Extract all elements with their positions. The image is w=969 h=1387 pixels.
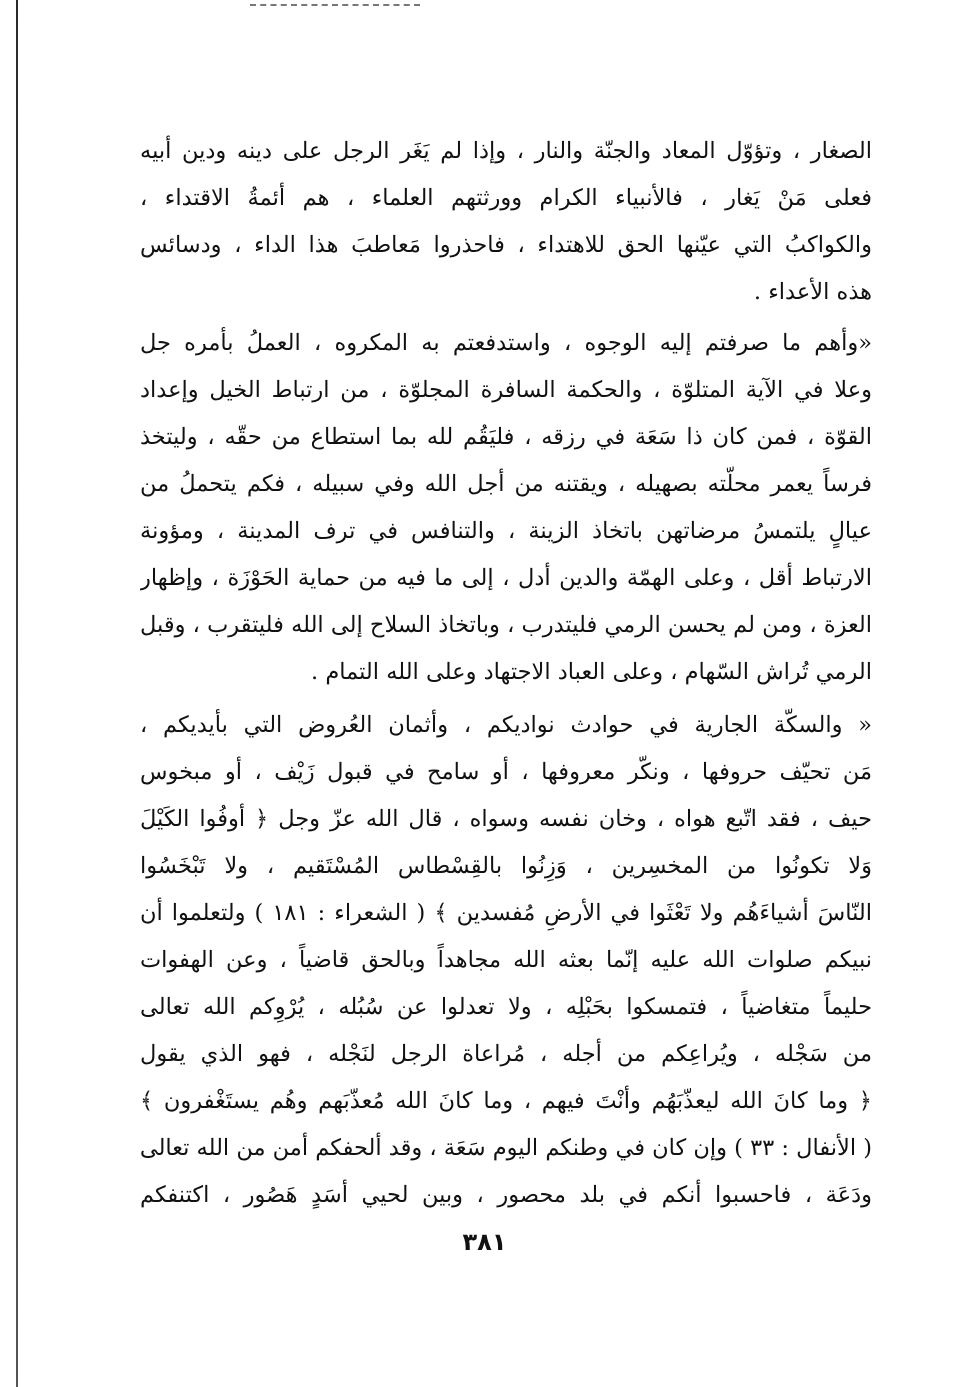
text-line: الارتباط أقل ، وعلى الهمّة والدين أدل ، إلى ما فيه من حماية الحَوْزَة ، وإظهار (140, 565, 872, 591)
text-line: الرمي تُراش السّهام ، وعلى العباد الاجتهاد وعلى الله التمام . (311, 659, 872, 685)
text-line: القوّة ، فمن كان ذا سَعَة في رزقه ، فليَقُم لله بما استطاع من حقّه ، وليتخذ (140, 424, 872, 450)
text-line: هذه الأعداء . (753, 279, 872, 305)
text-line: عيالٍ يلتمسُ مرضاتهن باتخاذ الزينة ، والتنافس في ترف المدينة ، ومؤونة (140, 518, 872, 544)
text-line: وَلا تكونُوا من المخسِرين ، وَزِنُوا بالقِسْطاس المُسْتَقيم ، ولا تَبْخَسُوا (140, 853, 872, 879)
text-line: ﴿ وما كانَ الله ليعذّبَهُم وأنْتَ فيهم ، وما كانَ الله مُعذّبَهم وهُم يستَغْفرون ﴾ (140, 1088, 872, 1114)
text-line: والكواكبُ التي عيّنها الحق للاهتداء ، فاحذروا مَعاطبَ هذا الداء ، ودسائس (140, 232, 872, 258)
text-line: من سَجْله ، ويُراعِكم من أجله ، مُراعاة الرجل لنَجْله ، فهو الذي يقول (140, 1041, 872, 1067)
text-line: ( الأنفال : ٣٣ ) وإن كان في وطنكم اليوم سَعَة ، وقد ألحفكم أمن من الله تعالى (140, 1135, 872, 1161)
text-line: وعلا في الآية المتلوّة ، والحكمة السافرة المجلوّة ، من ارتباط الخيل وإعداد (140, 377, 872, 403)
paragraph-2 (140, 320, 872, 696)
text-line: العزة ، ومن لم يحسن الرمي فليتدرب ، وباتخاذ السلاح إلى الله فليتقرب ، وقبل (140, 612, 872, 638)
paragraph-1 (140, 128, 872, 316)
scan-top-dash-mark (250, 4, 420, 6)
text-line: النّاسَ أشياءَهُم ولا تَعْثَوا في الأرضِ مُفسدين ﴾ ( الشعراء : ١٨١ ) ولتعلموا أن (140, 900, 872, 926)
text-line: « والسكّة الجارية في حوادث نواديكم ، وأثمان العُروض التي بأيديكم ، (140, 712, 872, 738)
paragraph-3 (140, 702, 872, 1219)
text-line: حليماً متغاضياً ، فتمسكوا بحَبْلِه ، ولا تعدلوا عن سُبُله ، يُرْوِكم الله تعالى (140, 994, 872, 1020)
page-number: ٣٨١ (462, 1228, 507, 1256)
text-line: ودَعَة ، فاحسبوا أنكم في بلد محصور ، وبين لحيي أسَدٍ هَصُور ، اكتنفكم (140, 1182, 872, 1208)
text-line: مَن تحيّف حروفها ، ونكّر معروفها ، أو سامح في قبول زَيْف ، أو مبخوس (140, 759, 872, 785)
text-line: فرساً يعمر محلّته بصهيله ، ويقتنه من أجل الله وفي سبيله ، فكم يتحملُ من (140, 471, 872, 497)
text-line: فعلى مَنْ يَغار ، فالأنبياء الكرام وورثتهم العلماء ، هم أئمةُ الاقتداء ، (140, 185, 872, 211)
text-line: الصغار ، وتؤوّل المعاد والجنّة والنار ، وإذا لم يَغَر الرجل على دينه ودين أبيه (140, 138, 872, 164)
text-line: نبيكم صلوات الله عليه إنّما بعثه الله مجاهداً وبالحق قاضياً ، وعن الهفوات (140, 947, 872, 973)
scan-left-edge-line (16, 0, 18, 1387)
text-line: «وأهم ما صرفتم إليه الوجوه ، واستدفعتم به المكروه ، العملُ بأمره جل (140, 330, 872, 356)
text-line: حيف ، فقد اتّبع هواه ، وخان نفسه وسواه ، قال الله عزّ وجل ﴿ أوفُوا الكَيْلَ (140, 806, 872, 832)
